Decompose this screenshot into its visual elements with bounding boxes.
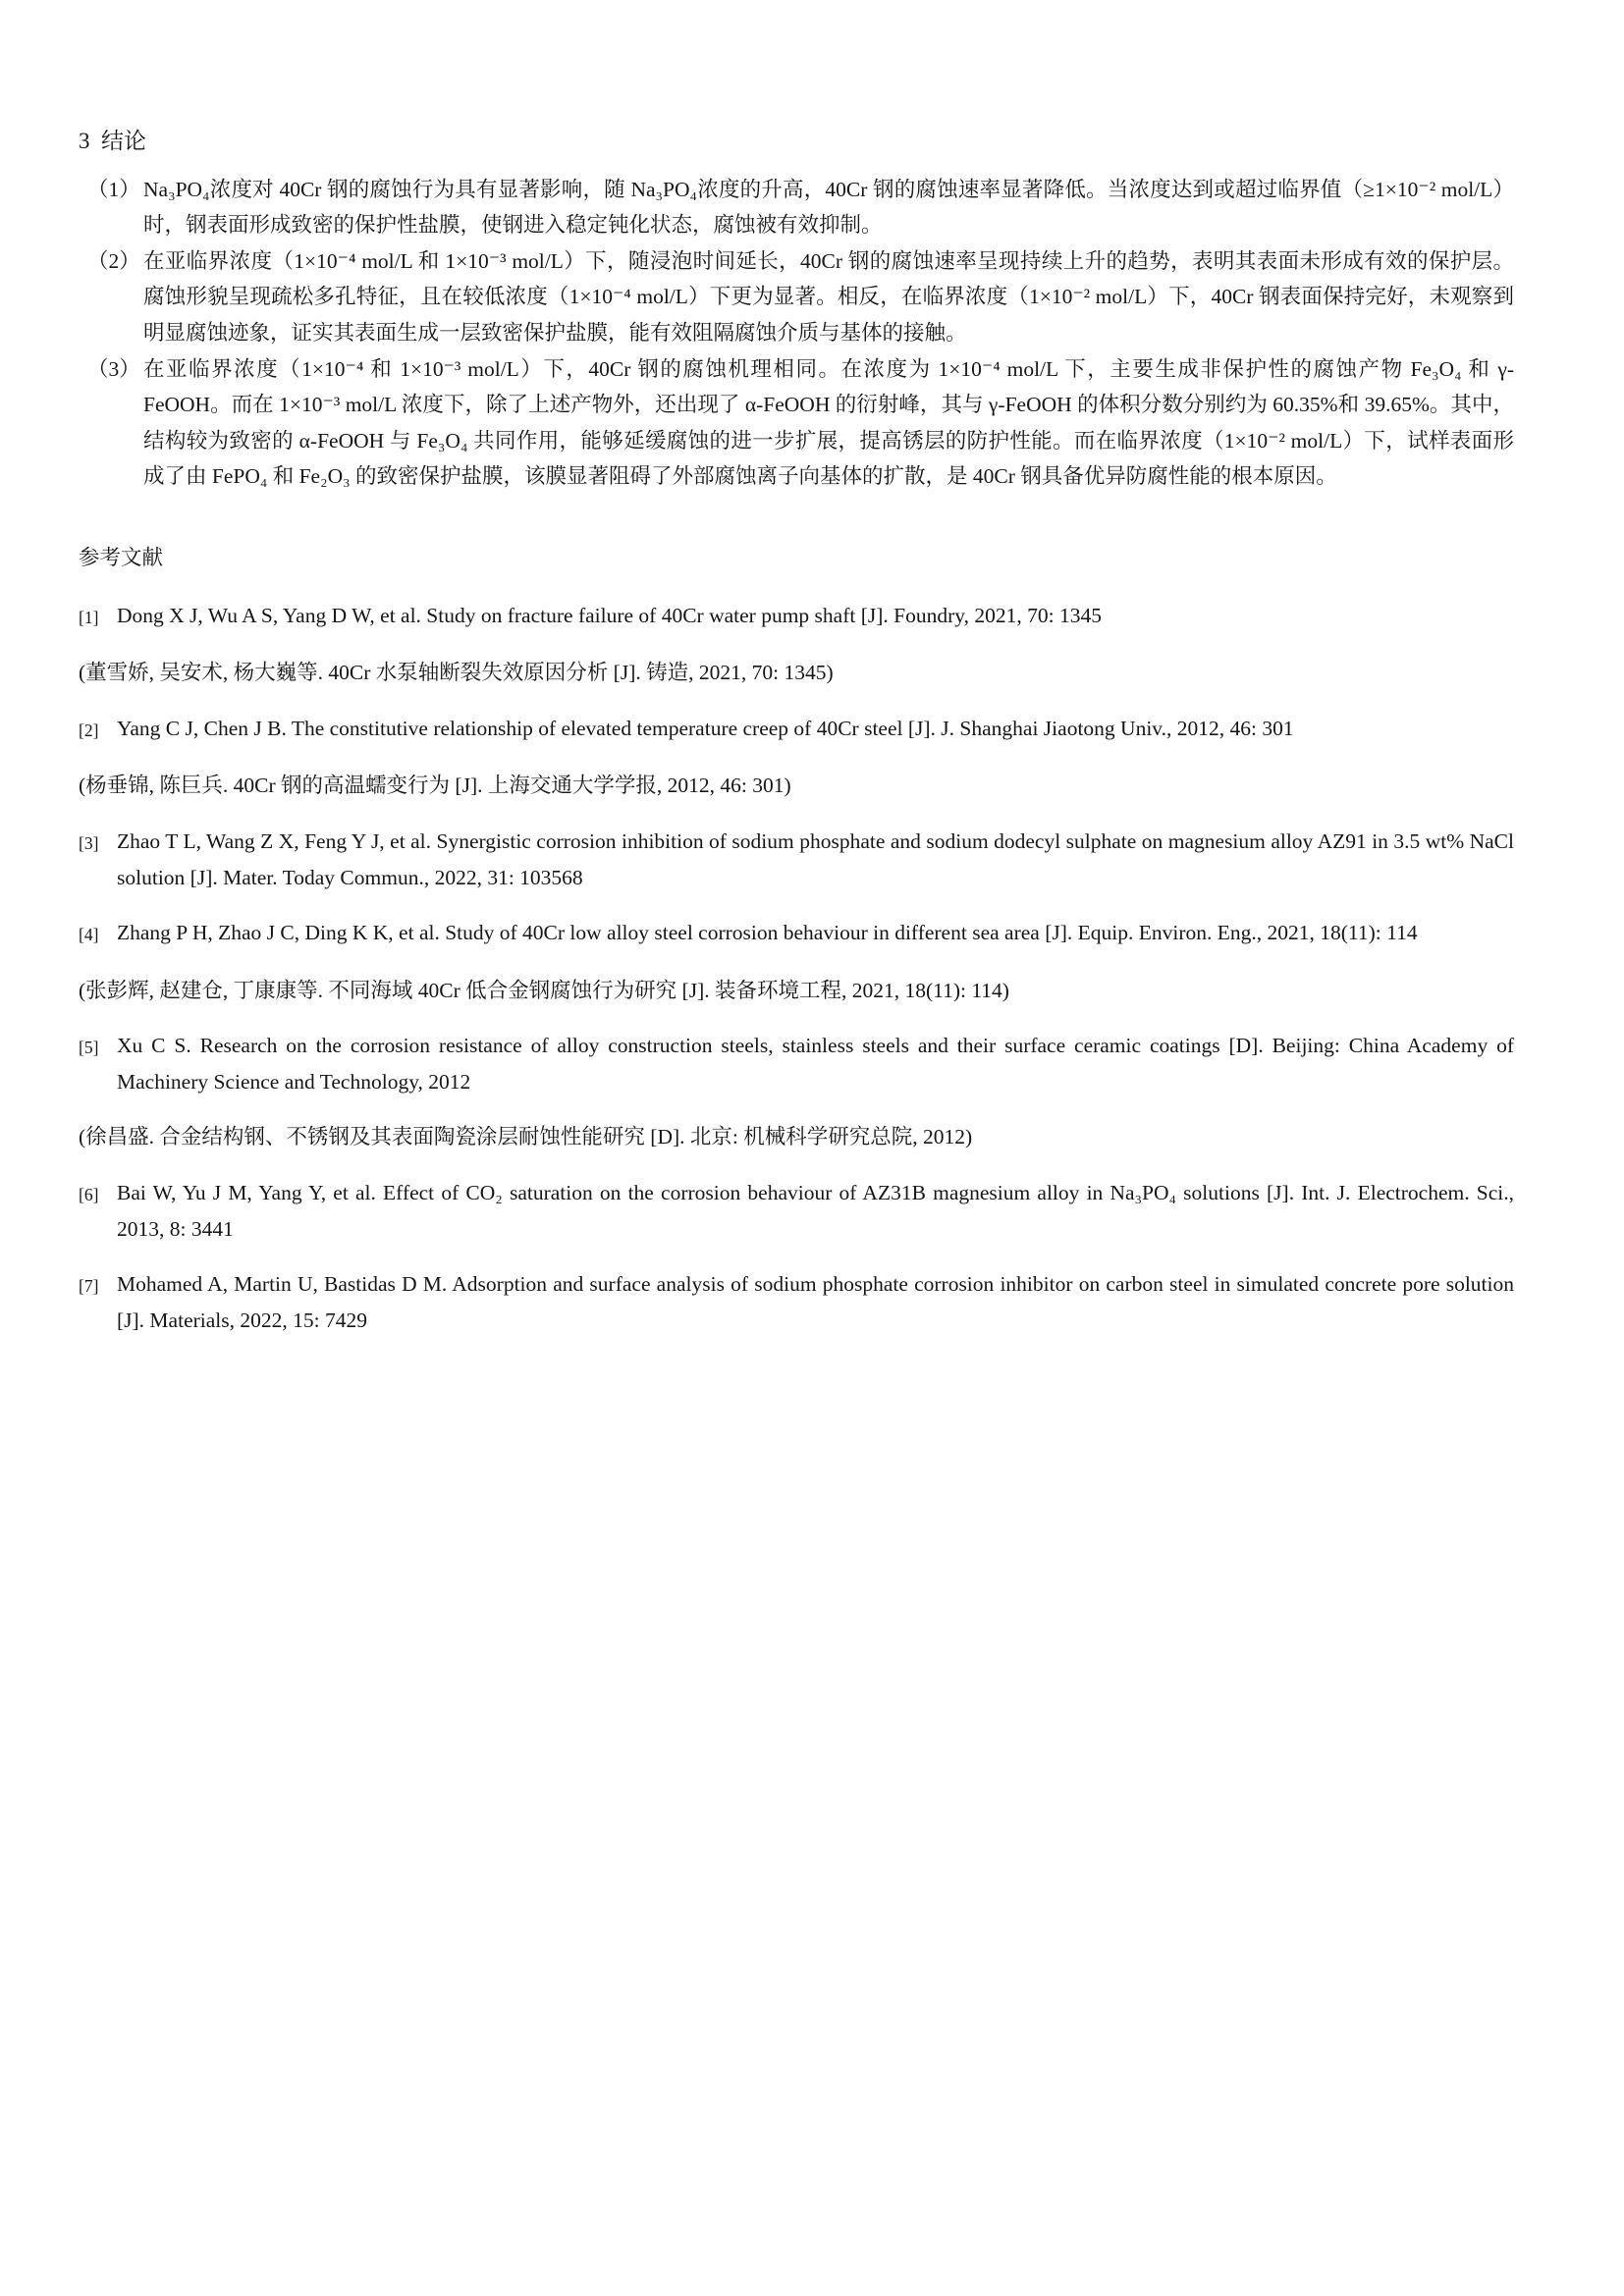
- reference-text: Bai W, Yu J M, Yang Y, et al. Effect of CO₂ saturation on the corrosion behaviour of AZ31B magnesium alloy in Na₃PO₄ solutions [J]. Int. J. Electrochem. Sci., 2013, 8: 3441: [117, 1181, 1514, 1241]
- conclusion-text: 在亚临界浓度（1×10⁻⁴ mol/L 和 1×10⁻³ mol/L）下，随浸泡时间延长，40Cr 钢的腐蚀速率呈现持续上升的趋势，表明其表面未形成有效的保护层。腐蚀形貌呈现疏松多孔特征，且在较低浓度（1×10⁻⁴ mol/L）下更为显著。相反，在临界浓度（1×10⁻² mol/L）下，40Cr 钢表面保持完好，未观察到明显腐蚀迹象，证实其表面生成一层致密保护盐膜，能有效阻隔腐蚀介质与基体的接触。: [143, 248, 1514, 345]
- reference-marker: [6]: [79, 1185, 99, 1205]
- reference-item: [79, 598, 1514, 636]
- reference-text: Dong X J, Wu A S, Yang D W, et al. Study on fracture failure of 40Cr water pump shaft [J]. Foundry, 2021, 70: 1345: [117, 603, 1102, 627]
- reference-text: Mohamed A, Martin U, Bastidas D M. Adsorption and surface analysis of sodium phosphate corrosion inhibitor on carbon steel in simulated concrete pore solution [J]. Materials, 2022, 15: 7429: [117, 1272, 1514, 1332]
- reference-text: Zhang P H, Zhao J C, Ding K K, et al. Study of 40Cr low alloy steel corrosion behaviour in different sea area [J]. Equip. Environ. Eng., 2021, 18(11): 114: [117, 921, 1418, 945]
- reference-translation: (董雪娇, 吴安术, 杨大巍等. 40Cr 水泵轴断裂失效原因分析 [J]. 铸造, 2021, 70: 1345): [79, 661, 834, 685]
- conclusion-marker: （2）: [87, 248, 140, 273]
- reference-translation: (杨垂锦, 陈巨兵. 40Cr 钢的高温蠕变行为 [J]. 上海交通大学学报, 2012, 46: 301): [79, 774, 791, 798]
- reference-marker: [2]: [79, 720, 99, 740]
- reference-text: Zhao T L, Wang Z X, Feng Y J, et al. Synergistic corrosion inhibition of sodium phosphate and sodium dodecyl sulphate on magnesium alloy AZ91 in 3.5 wt% NaCl solution [J]. Mater. Today Commun., 2022, 31: 103568: [117, 828, 1514, 889]
- conclusion-item: [79, 243, 1514, 351]
- reference-translation: (张彭辉, 赵建仓, 丁康康等. 不同海域 40Cr 低合金钢腐蚀行为研究 [J]. 装备环境工程, 2021, 18(11): 114): [79, 978, 1009, 1002]
- conclusion-marker: （3）: [87, 356, 140, 381]
- reference-marker: [4]: [79, 925, 99, 945]
- reference-translation: (徐昌盛. 合金结构钢、不锈钢及其表面陶瓷涂层耐蚀性能研究 [D]. 北京: 机械科学研究总院, 2012): [79, 1125, 973, 1149]
- reference-item: [79, 915, 1514, 953]
- reference-item: [79, 1175, 1514, 1247]
- conclusion-list: [79, 172, 1514, 495]
- reference-item: [79, 1266, 1514, 1338]
- reference-marker: [7]: [79, 1276, 99, 1297]
- section-heading: 3 结论: [79, 129, 146, 153]
- conclusion-item: [79, 351, 1514, 495]
- reference-item: [79, 824, 1514, 895]
- conclusion-text: 在亚临界浓度（1×10⁻⁴ 和 1×10⁻³ mol/L）下，40Cr 钢的腐蚀机理相同。在浓度为 1×10⁻⁴ mol/L 下，主要生成非保护性的腐蚀产物 Fe₃O₄ 和 γ-FeOOH。而在 1×10⁻³ mol/L 浓度下，除了上述产物外，还出现了 α-FeOOH 的衍射峰，其与 γ-FeOOH 的体积分数分别约为 60.35%和 39.65%。其中，结构较为致密的 α-FeOOH 与 Fe₃O₄ 共同作用，能够延缓腐蚀的进一步扩展，提高锈层的防护性能。而在临界浓度（1×10⁻² mol/L）下，试样表面形成了由 FePO₄ 和 Fe₂O₃ 的致密保护盐膜，该膜显著阻碍了外部腐蚀离子向基体的扩散，是 40Cr 钢具备优异防腐性能的根本原因。: [143, 356, 1514, 489]
- conclusion-text: Na₃PO₄浓度对 40Cr 钢的腐蚀行为具有显著影响，随 Na₃PO₄浓度的升高，40Cr 钢的腐蚀速率显著降低。当浓度达到或超过临界值（≥1×10⁻² mol/L）时，钢表面形成致密的保护性盐膜，使钢进入稳定钝化状态，腐蚀被有效抑制。: [143, 177, 1514, 238]
- reference-marker: [3]: [79, 832, 99, 853]
- conclusion-item: [79, 172, 1514, 243]
- references-heading: 参考文献: [79, 545, 164, 569]
- reference-marker: [1]: [79, 607, 99, 627]
- reference-marker: [5]: [79, 1038, 99, 1058]
- conclusion-marker: （1）: [87, 177, 140, 201]
- reference-item: [79, 711, 1514, 749]
- reference-text: Xu C S. Research on the corrosion resistance of alloy construction steels, stainless steels and their surface ceramic coatings [D]. Beijing: China Academy of Machinery Science and Technology, 2012: [117, 1034, 1514, 1094]
- reference-item: [79, 1028, 1514, 1099]
- reference-list: [79, 598, 1514, 1339]
- reference-text: Yang C J, Chen J B. The constitutive relationship of elevated temperature creep of 40Cr steel [J]. J. Shanghai Jiaotong Univ., 2012, 46: 301: [117, 716, 1294, 740]
